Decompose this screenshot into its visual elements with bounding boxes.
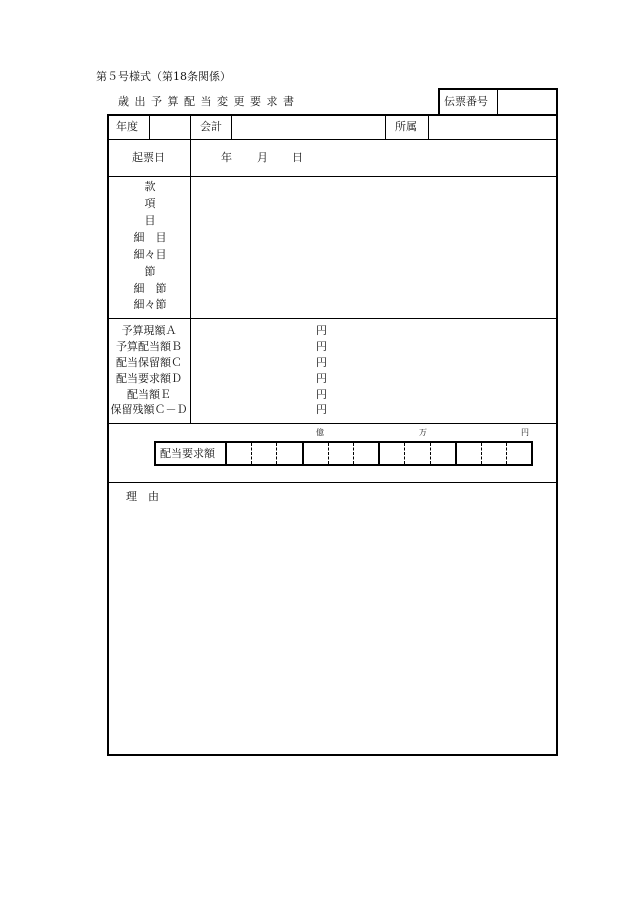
form-frame-bottom [107,754,558,756]
form-frame-right [556,88,558,756]
department-label: 所属 [395,120,417,133]
amount-label-c: 配当保留額Ｃ [116,356,182,369]
amount-unit-b: 円 [316,340,327,353]
class-kou: 項 [144,197,156,210]
reason-label: 理 由 [126,490,159,503]
amount-unit-d: 円 [316,372,327,385]
class-saimoku: 細 目 [133,231,167,244]
request-amount-label: 配当要求額 [160,447,215,460]
issue-date-year: 年 [221,151,232,164]
year-label: 年度 [116,120,138,133]
unit-yen: 円 [521,428,529,437]
class-saisaisetsu: 細々節 [133,298,167,311]
amount-label-d: 配当要求額Ｄ [116,372,182,385]
issue-date-label: 起票日 [132,151,165,164]
form-code: 第５号様式（第18条関係） [96,70,231,83]
issue-date-day: 日 [292,151,303,164]
slip-number-label: 伝票番号 [444,95,488,108]
amount-label-remain: 保留残額Ｃ－Ｄ [110,403,188,416]
account-label: 会計 [200,120,222,133]
class-moku: 目 [144,214,156,227]
amount-label-e: 配当額Ｅ [127,388,171,401]
class-kan: 款 [144,180,156,193]
amount-label-b: 予算配当額Ｂ [116,340,182,353]
amount-label-a: 予算現額Ａ [121,324,177,337]
unit-man: 万 [419,428,427,437]
amount-unit-c: 円 [316,356,327,369]
unit-oku: 億 [316,428,324,437]
amount-unit-remain: 円 [316,403,327,416]
amount-unit-a: 円 [316,324,327,337]
page-title: 歳 出 予 算 配 当 変 更 要 求 書 [118,95,295,108]
class-saisaimoku: 細々目 [133,248,167,261]
form-frame-left [107,114,109,756]
amount-unit-e: 円 [316,388,327,401]
class-setsu: 節 [144,265,156,278]
class-saisetsu: 細 節 [133,282,167,295]
issue-date-month: 月 [257,151,268,164]
request-amount-digits[interactable] [227,443,531,464]
form-frame-top [107,114,558,116]
reason-textarea[interactable] [110,508,554,752]
